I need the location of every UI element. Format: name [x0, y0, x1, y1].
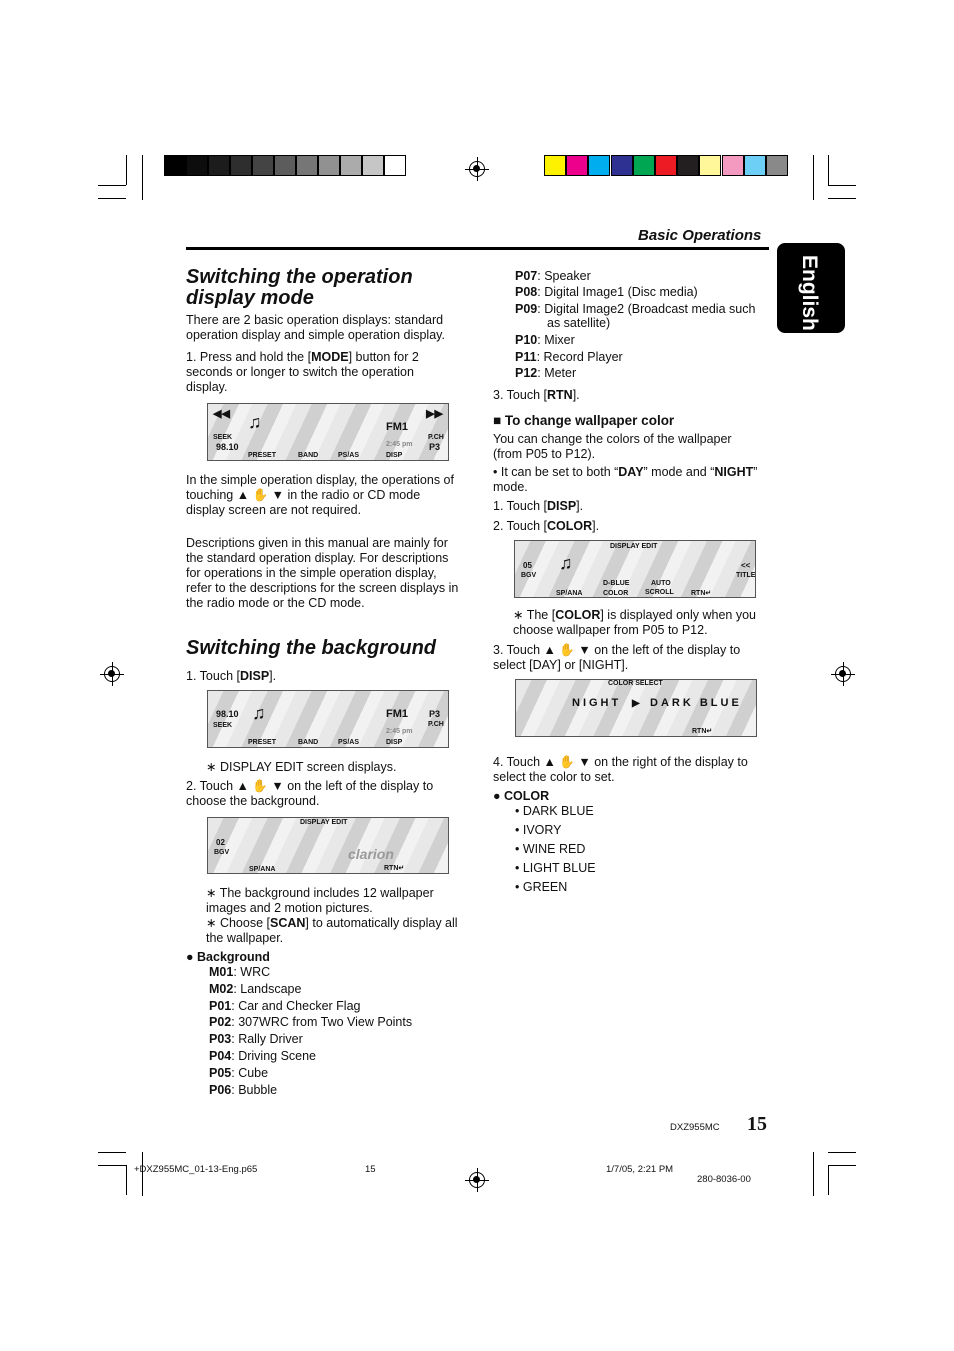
- color-swatch: [633, 155, 655, 176]
- gray-swatch: [384, 155, 406, 176]
- wallpaper-item: P11: Record Player: [515, 350, 623, 364]
- color-swatch: [699, 155, 721, 176]
- footer-file-page: 15: [365, 1164, 376, 1175]
- footer-date: 1/7/05, 2:21 PM: [606, 1164, 674, 1175]
- wallpaper-item: P10: Mixer: [515, 333, 575, 347]
- gray-swatch: [362, 155, 384, 176]
- footer-code: 280-8036-00: [697, 1174, 751, 1185]
- background-item: P05: Cube: [209, 1065, 269, 1080]
- color-swatch: [677, 155, 699, 176]
- background-item: P02: 307WRC from Two View Points: [209, 1015, 413, 1030]
- gray-swatch: [340, 155, 362, 176]
- background-item: P03: Rally Driver: [209, 1032, 303, 1047]
- background-item: M02: Landscape: [209, 981, 302, 996]
- note-scan: ∗ Choose [SCAN] to automatically display all the wallpaper.: [206, 916, 458, 945]
- registration-mark-top: [469, 161, 485, 177]
- color-step-1: 1. Touch [DISP].: [493, 499, 584, 513]
- background-item: P04: Driving Scene: [209, 1049, 317, 1063]
- color-item: • GREEN: [515, 880, 568, 894]
- wallpaper-item: P08: Digital Image1 (Disc media): [515, 285, 698, 299]
- gray-swatch: [186, 155, 208, 176]
- gray-swatch: [296, 155, 318, 176]
- bg-step-1: 1. Touch [DISP].: [186, 669, 277, 683]
- color-swatch: [655, 155, 677, 176]
- registration-mark-right: [835, 666, 851, 682]
- model-number: DXZ955MC: [670, 1122, 720, 1133]
- language-tab: English: [777, 243, 845, 333]
- display-edit-background: DISPLAY EDIT 02 BGV clarion SP/ANA RTN↵: [207, 817, 449, 874]
- wallpaper-intro: You can change the colors of the wallpaper (from P05 to P12).: [493, 432, 732, 461]
- simple-display-note: In the simple operation display, the operations of touching ▲ ✋ ▼ in the radio or CD mode display screen are not required.: [186, 473, 454, 517]
- wallpaper-item: as satellite): [547, 316, 611, 330]
- page-number: 15: [747, 1113, 767, 1135]
- section-title-background: Switching the background: [186, 637, 437, 659]
- step-3-rtn: 3. Touch [RTN].: [493, 388, 580, 402]
- color-swatch: [766, 155, 788, 176]
- color-item: • IVORY: [515, 823, 562, 837]
- display-color-select: COLOR SELECT NIGHT ▶ DARK BLUE RTN↵: [515, 679, 757, 737]
- color-swatch: [744, 155, 766, 176]
- background-item: M01: WRC: [209, 965, 271, 979]
- gray-swatch: [230, 155, 252, 176]
- color-heading: ● COLOR: [493, 789, 550, 803]
- color-step-2: 2. Touch [COLOR].: [493, 519, 600, 533]
- intro-text: There are 2 basic operation displays: standard operation display and simple operation display.: [186, 313, 445, 342]
- day-night-bullet: • It can be set to both “DAY” mode and “NIGHT” mode.: [493, 465, 758, 494]
- section-title-operation-display: Switching the operation display mode: [186, 266, 413, 309]
- wallpaper-item: P09: Digital Image2 (Broadcast media such: [515, 302, 756, 316]
- description-note: Descriptions given in this manual are mainly for the standard operation display. For descriptions for operations in the simple operation display, refer to the descriptions for the screen displays in the radio mode or the CD mode.: [186, 536, 459, 610]
- wallpaper-color-heading: ■ To change wallpaper color: [493, 413, 675, 428]
- color-item: • LIGHT BLUE: [515, 861, 596, 875]
- background-item: P01: Car and Checker Flag: [209, 998, 361, 1013]
- gray-swatch: [274, 155, 296, 176]
- gray-swatch: [318, 155, 340, 176]
- background-heading: ● Background: [186, 950, 270, 964]
- section-header: Basic Operations: [638, 227, 762, 244]
- wallpaper-item: P07: Speaker: [515, 269, 591, 283]
- registration-mark-left: [104, 666, 120, 682]
- color-swatch: [722, 155, 744, 176]
- display-standard-radio: ◀◀ ▶▶ ♫ SEEK 98.10 FM1 2:45 pm P.CH P3 PRESET BAND PS/AS DISP: [207, 403, 449, 461]
- gray-swatch: [252, 155, 274, 176]
- background-item: P06: Bubble: [209, 1082, 278, 1097]
- footer-file: +DXZ955MC_01-13-Eng.p65: [134, 1164, 258, 1175]
- display-edit-color: DISPLAY EDIT 05 BGV ♫ << TITLE SP/ANA D-BLUE COLOR AUTO SCROLL RTN↵: [514, 540, 756, 598]
- color-swatch: [611, 155, 633, 176]
- color-step-3: 3. Touch ▲ ✋ ▼ on the left of the display to select [DAY] or [NIGHT].: [493, 643, 741, 672]
- note-display-edit: ∗ DISPLAY EDIT screen displays.: [206, 760, 397, 774]
- color-item: • WINE RED: [515, 842, 586, 856]
- color-swatch: [588, 155, 610, 176]
- color-item: • DARK BLUE: [515, 804, 594, 818]
- gray-swatch: [208, 155, 230, 176]
- registration-mark-bottom: [469, 1172, 485, 1188]
- gray-swatch: [164, 155, 186, 176]
- bg-step-2: 2. Touch ▲ ✋ ▼ on the left of the display to choose the background.: [186, 779, 434, 808]
- wallpaper-item: P12: Meter: [515, 366, 577, 380]
- note-background-count: ∗ The background includes 12 wallpaper images and 2 motion pictures.: [206, 886, 434, 915]
- note-color-button: ∗ The [COLOR] is displayed only when you choose wallpaper from P05 to P12.: [513, 608, 757, 637]
- display-standard-radio-2: 98.10 SEEK ♫ FM1 2:45 pm P3 P.CH PRESET BAND PS/AS DISP: [207, 690, 449, 748]
- color-swatch: [566, 155, 588, 176]
- color-step-4: 4. Touch ▲ ✋ ▼ on the right of the display to select the color to set.: [493, 755, 748, 784]
- color-swatch: [544, 155, 566, 176]
- step-1-mode: 1. Press and hold the [MODE] button for 2 seconds or longer to switch the operation display.: [186, 350, 419, 394]
- header-rule: [186, 247, 769, 250]
